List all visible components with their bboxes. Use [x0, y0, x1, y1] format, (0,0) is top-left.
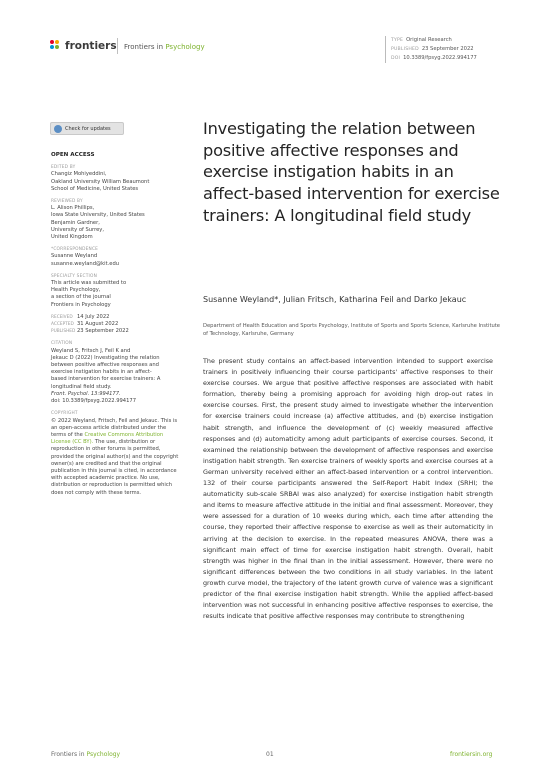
- reviewer-line: Benjamin Gardner,: [51, 219, 100, 226]
- citation-heading: CITATION: [51, 341, 73, 347]
- footer-site-link[interactable]: frontiersin.org: [450, 751, 493, 758]
- footer-journal: Frontiers in Psychology: [51, 751, 121, 758]
- citation-line: between positive affective responses and: [51, 362, 159, 369]
- editor-line: Changiz Mohiyeddini,: [51, 171, 107, 178]
- correspondence-email[interactable]: susanne.weyland@kit.edu: [51, 260, 120, 267]
- received-date: 14 July 2022: [77, 313, 110, 320]
- specialty-line: a section of the journal: [51, 294, 111, 301]
- journal-name: [124, 43, 205, 51]
- specialty-line: Health Psychology,: [51, 287, 101, 294]
- sidebar: [51, 152, 179, 497]
- citation-line: Weyland S, Fritsch J, Feil K and: [51, 347, 131, 354]
- license-link[interactable]: Creative Commons Attribution License (CC BY).: [51, 431, 164, 446]
- citation-line: Jekauc D (2022) Investigating the relation: [51, 354, 160, 361]
- journal-title: Psychology: [165, 43, 205, 51]
- specialty-line: This article was submitted to: [51, 280, 127, 287]
- check-for-updates-label: Check for updates: [65, 125, 111, 132]
- reviewer-line: University of Surrey,: [51, 226, 105, 233]
- article-type: Original Research: [406, 37, 452, 43]
- editor-line: School of Medicine, United States: [51, 185, 139, 192]
- correspondence-name: Susanne Weyland: [51, 253, 98, 260]
- reviewer-line: United Kingdom: [51, 234, 93, 241]
- frontiers-logo-icon: [50, 40, 62, 52]
- update-icon: [54, 125, 62, 133]
- specialty-heading: SPECIALTY SECTION: [51, 273, 97, 279]
- citation-line: based intervention for exercise trainers: A: [51, 376, 161, 383]
- citation-line: exercise instigation habits in an affect-: [51, 369, 152, 376]
- article-meta: TYPE Original Research PUBLISHED 23 September 2022 DOI 10.3389/fpsyg.2022.994177: [385, 36, 477, 63]
- reviewer-line: L. Alison Phillips,: [51, 205, 95, 212]
- citation-line: Front. Psychol. 13:994177.: [51, 390, 121, 397]
- editor-line: Oakland University William Beaumont: [51, 178, 150, 185]
- authors: Susanne Weyland*, Julian Fritsch, Katharina Feil and Darko Jekauc: [203, 295, 467, 304]
- frontiers-logo[interactable]: [50, 40, 117, 52]
- copyright-heading: COPYRIGHT: [51, 411, 78, 417]
- reviewer-line: Iowa State University, United States: [51, 212, 145, 219]
- article-title: Investigating the relation between positive affective responses and exercise instigation habits in an affect-based intervention for exercise trainers: A longitudinal field study: [203, 119, 500, 225]
- journal-prefix: Frontiers in: [124, 43, 164, 51]
- affiliation: Department of Health Education and Sports Psychology, Institute of Sports and Sports Science, Karlsruhe Institute of Technology, Karlsruhe, Germany: [203, 323, 501, 337]
- page-number: 01: [266, 751, 274, 758]
- copyright-text: © 2022 Weyland, Fritsch, Feil and Jekauc. This is an open-access article distributed under the terms of the Creative Commons Attribution License (CC BY). The use, distribution or reproduction in other forums is permitted, provided the original author(s) and the copyright owner(s) are credited and that the original publication in this journal is cited, in accordance with accepted academic practice. No use, distribution or reproduction is permitted which does not comply with these terms.: [51, 417, 179, 496]
- abstract: The present study contains an affect-based intervention intended to support exercise trainers in positively influencing their course participants' affective responses to their exercise courses. We argue that positive affective responses are associated with habit formation, thereby being a promising approach for avoiding high drop-out rates in exercise courses. First, the present study aimed to investigate whether the intervention for exercise trainers could increase (a) affective attitudes, and (b) exercise instigation habit strength, and influence the development of (c) weekly measured affective responses and (d) automaticity among adult participants of exercise courses. Second, it examined the relationship between the development of affective responses and exercise instigation habit strength. Ten exercise trainers of weekly sports and exercise courses at a German university received either an affect-based intervention or a control intervention. 132 of their course participants answered the Self-Report Habit Index (SRHI; the automaticity sub-scale SRBAI was also analyzed) for exercise instigation habit strength and items to measure affective attitude in the initial and final assessment. Moreover, they were assessed for a duration of 10 weeks during which, each time after attending the course, they reported their affective response to exercise as well as their automaticity in arriving at the decision to exercise. In the repeated measures ANOVA, there was a significant main effect of time for exercise instigation habit strength. Overall, habit strength was higher in the final than in the initial assessment. However, there were no significant differences between the two conditions in all study variables. In the latent growth curve model, the trajectory of the latent growth curve of valence was a significant predictor of the final exercise instigation habit strength. While the applied affect-based intervention was not successful in enhancing positive affective responses to exercise, the results indicate that positive affective responses may contribute to strengthening: [203, 357, 493, 621]
- accepted-date: 31 August 2022: [77, 321, 119, 328]
- edited-by-heading: EDITED BY: [51, 165, 76, 171]
- specialty-line: Frontiers in Psychology: [51, 301, 111, 308]
- correspondence-heading: *CORRESPONDENCE: [51, 247, 99, 253]
- reviewed-by-heading: REVIEWED BY: [51, 199, 83, 205]
- published-date: 23 September 2022: [421, 46, 474, 52]
- citation-doi[interactable]: doi: 10.3389/fpsyg.2022.994177: [51, 398, 136, 405]
- sidebar-published-date: 23 September 2022: [77, 328, 129, 335]
- doi[interactable]: 10.3389/fpsyg.2022.994177: [403, 55, 477, 61]
- check-for-updates-button[interactable]: [50, 122, 124, 135]
- header-divider: [117, 38, 118, 54]
- logo-text: frontiers: [65, 40, 117, 52]
- citation-line: longitudinal field study.: [51, 383, 112, 390]
- dates-block: RECEIVED 14 July 2022 ACCEPTED 31 August 2022 PUBLISHED 23 September 2022: [51, 313, 129, 335]
- open-access-label: OPEN ACCESS: [51, 152, 95, 158]
